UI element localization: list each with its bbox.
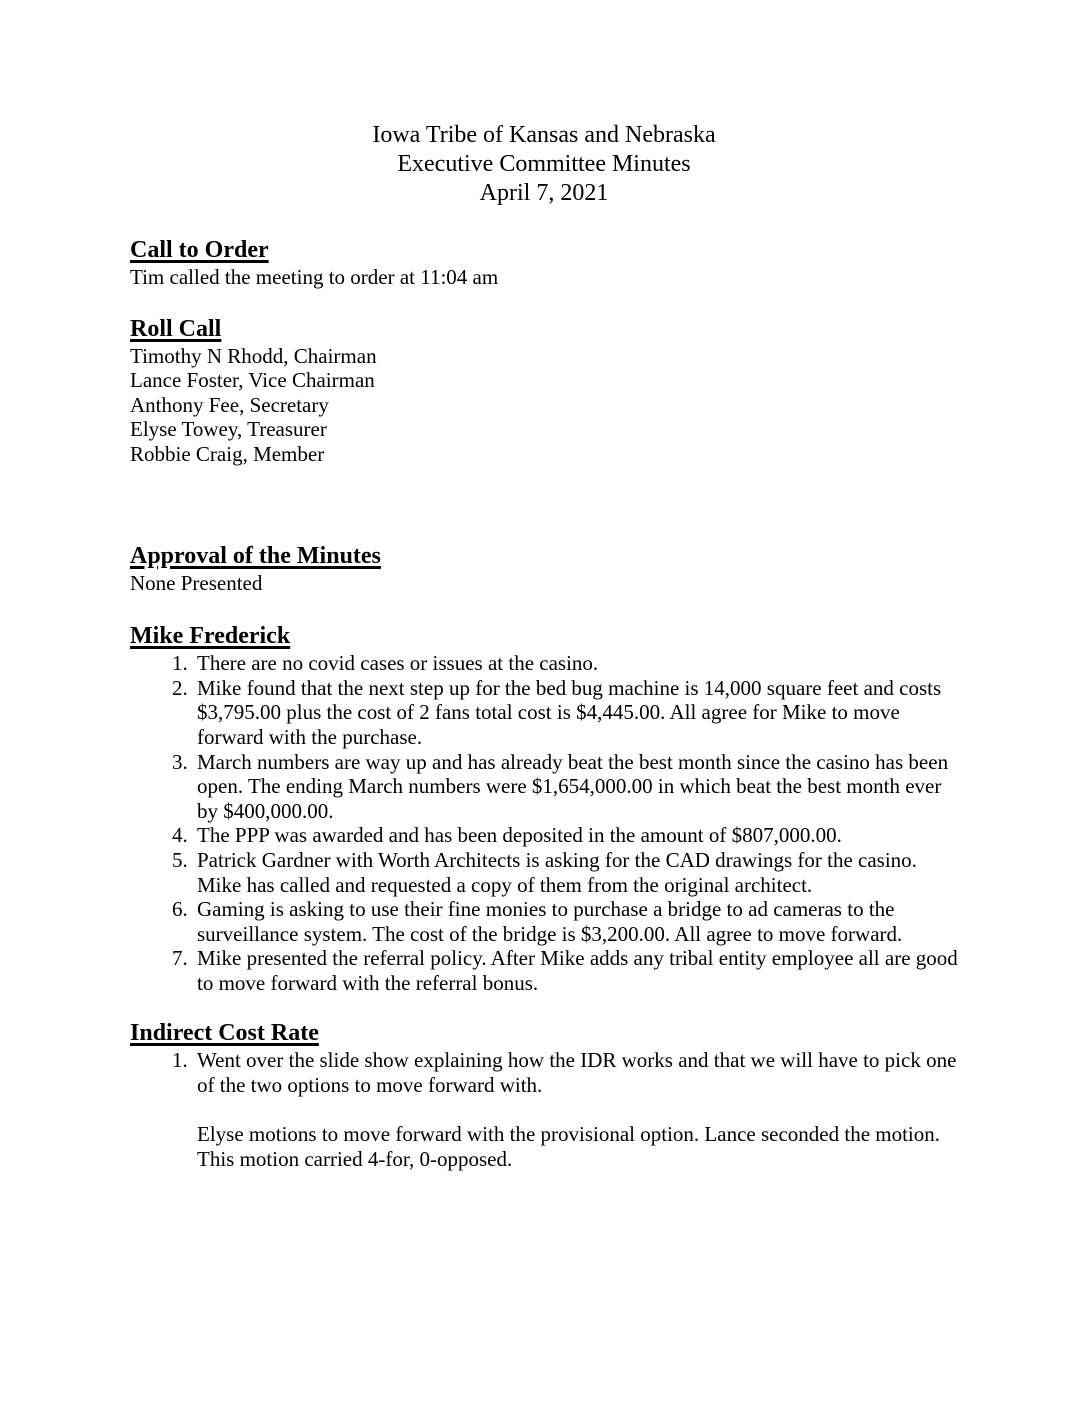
section-indirect-cost-rate	[130, 1018, 958, 1171]
roll-call-heading: Roll Call	[130, 315, 222, 342]
section-call-to-order	[130, 235, 958, 290]
indirect-cost-rate-heading: Indirect Cost Rate	[130, 1020, 319, 1047]
list-item: 6. Gaming is asking to use their fine monies to purchase a bridge to ad cameras to the surveillance system. The cost of the bridge is $3,200.00. All agree to move forward.	[193, 897, 958, 946]
roll-call-member: Robbie Craig, Member	[130, 441, 325, 466]
section-approval-of-minutes	[130, 541, 958, 596]
approval-of-minutes-heading: Approval of the Minutes	[130, 542, 381, 569]
motion-paragraph: Elyse motions to move forward with the provisional option. Lance seconded the motion. This motion carried 4-for, 0-opposed.	[197, 1122, 941, 1171]
document-date: April 7, 2021	[479, 180, 609, 206]
list-item: 7. Mike presented the referral policy. After Mike adds any tribal entity employee all are good to move forward with the referral bonus.	[193, 946, 958, 995]
roll-call-member: Elyse Towey, Treasurer	[130, 417, 327, 442]
list-item: 1. There are no covid cases or issues at the casino.	[193, 651, 958, 676]
list-item: 2. Mike found that the next step up for the bed bug machine is 14,000 square feet and costs $3,795.00 plus the cost of 2 fans total cost is $4,445.00. All agree for Mike to move forward with the purchase.	[193, 676, 958, 750]
list-item: 1. Went over the slide show explaining how the IDR works and that we will have to pick one of the two options to move forward with.	[193, 1048, 958, 1097]
roll-call-member: Anthony Fee, Secretary	[130, 392, 329, 417]
roll-call-member: Lance Foster, Vice Chairman	[130, 368, 375, 393]
list-item: 4. The PPP was awarded and has been deposited in the amount of $807,000.00.	[193, 823, 958, 848]
document-title: Iowa Tribe of Kansas and Nebraska	[372, 122, 716, 148]
list-item: 5. Patrick Gardner with Worth Architects is asking for the CAD drawings for the casino. Mike has called and requested a copy of them from the original architect.	[193, 848, 958, 897]
list-item: 3. March numbers are way up and has already beat the best month since the casino has been open. The ending March numbers were $1,654,000.00 in which beat the best month ever by $400,000.00.	[193, 750, 958, 824]
section-roll-call	[130, 314, 958, 467]
indirect-cost-rate-list	[130, 1048, 958, 1097]
roll-call-member: Timothy N Rhodd, Chairman	[130, 343, 377, 368]
document-header	[130, 121, 958, 208]
document-subtitle: Executive Committee Minutes	[397, 151, 691, 177]
approval-of-minutes-body: None Presented	[130, 570, 263, 595]
call-to-order-heading: Call to Order	[130, 237, 269, 263]
section-mike-frederick	[130, 621, 958, 995]
call-to-order-body: Tim called the meeting to order at 11:04 am	[130, 265, 499, 289]
mike-frederick-heading: Mike Frederick	[130, 623, 291, 650]
mike-frederick-list	[130, 651, 958, 995]
